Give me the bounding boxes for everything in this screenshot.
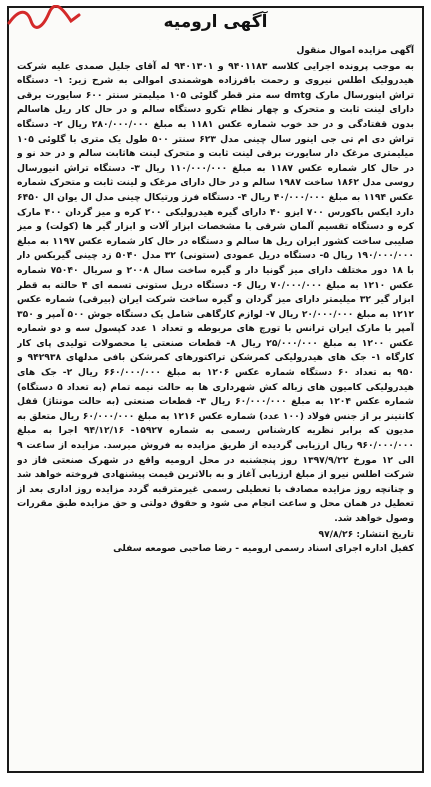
notice-clipping	[7, 6, 424, 773]
notice-title: آگهی ارومیه	[163, 12, 268, 32]
notice-body	[17, 44, 414, 765]
notice-heading: آگهی مزایده اموال منقول	[296, 45, 414, 56]
signature-line: کفیل اداره اجرای اسناد رسمی ارومیه - رضا صاحبی صومعه سفلی	[113, 543, 414, 555]
publication-date: تاریخ انتشار: ۹۷/۸/۲۶	[318, 528, 414, 540]
notice-text: به موجب پرونده اجرایی کلاسه ۹۴۰۱۱۸۳ و ۹۴۰۱۳۰۱ له آقای جلیل صمدی علیه شرکت هیدرولیک اطلس نیروی و رحمت باقرزاده هوشمندی اموالی به شرح زیر: ۱- دستگاه تراش اینورسال مارک dmtg سه متر قطر گلوئی ۱۰۵ میلیمتر سنتر ۶۰۰ سایورت برقی دارای لینت ثابت و متحرک و چهار نظام تکرو دستگاه سالم و در حال کار ریل هاسالم بدون قفتادگی و در حد خوب شماره عکس ۱۱۸۱ به مبلغ ۲۸۰/۰۰۰/۰۰۰ ریال ۲- دستگاه تراش دی ام تی جی اینور سال چینی مدل ۶۲۳ سنتر ۵۰۰ طول یک متری با گلوئی ۱۰۵ میلیمتری مرغک دار سایورت برقی لینت ثابت و متحرک لینت هاثابت سالم و در حد نو و در حال کار شماره عکس ۱۱۸۷ به مبلغ ۱۱۰/۰۰۰/۰۰۰ ریال ۳- دستگاه تراش انیورسال روسی مدل ۱۸۶۲ ساخت ۱۹۸۷ سالم و در حال دارای مرغک و لینت ثابت و متحرک شماره عکس ۱۱۹۴ به مبلغ ۴۰/۰۰۰/۰۰۰ ریال ۴- دستگاه فرز ورتیکال چینی مدل ال یوان ال ۶۴۵۰ دارد ایکس باکورس ۷۰۰ ایزو ۴۰ دارای گیره هیدرولیکی ۲۰۰ کره و میز گردان ۴۰۰ مارک کره و دستگاه تقسیم آلمان شرقی با مشخصات ابزار آلات و ابزار گیر ها (کولت) و میز صلیبی ساخت کشور ایران ریل ها سالم و دستگاه در حال کار شماره عکس ۱۱۹۷ به مبلغ ۱۹۰/۰۰۰/۰۰۰ ریال ۵- دستگاه دریل عمودی (ستونی) ۳۲ مدل ۵۰۴۰ زد چینی گیربکس دار با ۱۸ دور مختلف دارای میز گونیا دار و گیره ساخت سال ۲۰۰۸ و سریال ۷۵۰۴۰ شماره عکس ۱۲۱۰ به مبلغ ۷۰/۰۰۰/۰۰۰ ریال ۶- دستگاه دریل ستونی تسمه ای ۴ حالته به قطر ابزار گیر ۳۲ میلیمتر دارای میز گردان و گیره ساخت شرکت ایران (بیرقی) شماره عکس ۱۲۱۲ به مبلغ ۲۰/۰۰۰/۰۰۰ ریال ۷- لوازم کارگاهی شامل یک دستگاه جوش ۵۰۰ آمپر و ۳۵۰ آمپر با مارک ایران ترانس با تورچ های مربوطه و تعداد ۱ عدد کپسول سه و دو شماره عکس ۱۲۰۰ به مبلغ ۲۵/۰۰۰/۰۰۰ ریال ۸- قطعات صنعتی یا محصولات تولیدی پای کار کارگاه ۱- جک های هیدرولیکی کمرشکن تراکتورهای کمرشکن بافی مدلهای ۹۴۲۹۳۸ و ۹۵۰ به تعداد ۶۰ دستگاه شماره عکس ۱۲۰۶ به مبلغ ۶۶۰/۰۰۰/۰۰۰ ریال ۲- جک های هیدرولیکی کامیون های زباله کش شهرداری ها به حالت نیمه تمام (به تعداد ۵ دستگاه) شماره عکس ۱۲۰۴ به مبلغ ۶۰/۰۰۰/۰۰۰ ریال ۳- قطعات صنعتی (به حالت مونتاژ) قفل کانتینر بر از جنس فولاد (۱۰۰ عدد) شماره عکس ۱۲۱۶ به مبلغ ۶۰/۰۰۰/۰۰۰ ریال متعلق به مدیون که برابر نظریه کارشناس رسمی به شماره ۱۵۹۲۷- ۹۴/۱۲/۱۶ اجرا به مبلغ ۹۶۰/۰۰۰/۰۰۰ ریال ارزیابی گردیده از طریق مزایده به فروش میرسد. مزایده از ساعت ۹ الی ۱۲ مورخ ۱۳۹۷/۹/۲۲ روز پنجشنبه در محل ارومیه واقع در شهرک صنعتی فاز دو شرکت اطلس نیرو از مبلغ ارزیابی آغاز و به بالاترین قیمت پیشنهادی فروخته خواهد شد و چنانچه روز مزایده مصادف با تعطیلی رسمی غیرمترقبه گردد مزایده روز اداری بعد از تعطیل در همان محل و ساعت انجام می شود و حقوق دولتی و حق مزایده طبق مقررات وصول خواهد شد.	[17, 60, 414, 524]
